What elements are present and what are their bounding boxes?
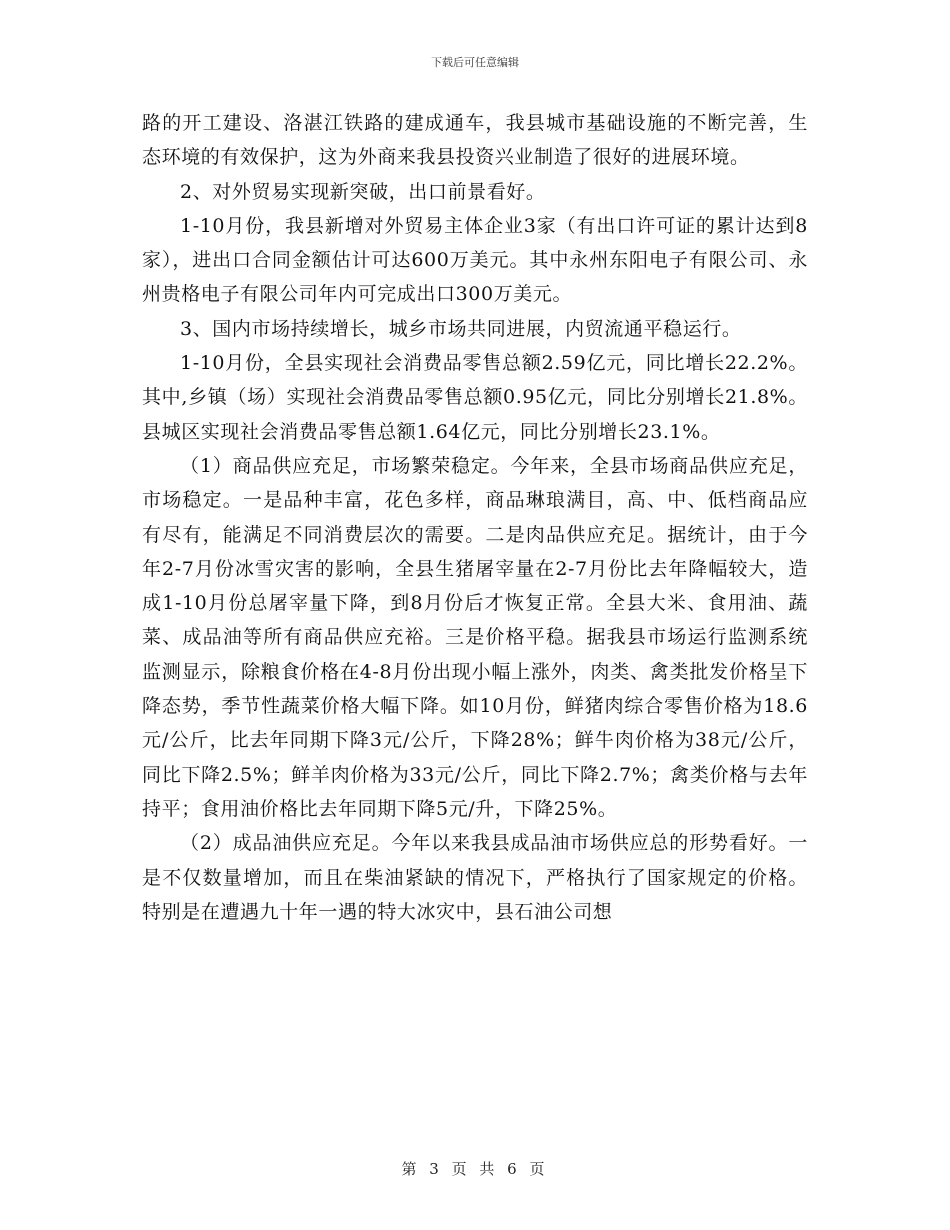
paragraph-heading-3: 3、国内市场持续增长，城乡市场共同进展，内贸流通平稳运行。 (180, 317, 742, 340)
paragraph-retail-sales: 1-10月份，全县实现社会消费品零售总额2.59亿元，同比增长22.2%。其中,乡镇（场）实现社会消费品零售总额0.95亿元，同比分别增长21.8%。县城区实现社会消费品零售总额1.64亿元，同比分别增长23.1%。 (142, 352, 808, 443)
paragraph-foreign-trade: 1-10月份，我县新增对外贸易主体企业3家（有出口许可证的累计达到8家），进出口合同金额估计可达600万美元。其中永州东阳电子有限公司、永州贵格电子有限公司年内可完成出口300万美元。 (142, 214, 808, 306)
page-header: 下载后可任意编辑 (431, 56, 519, 69)
paragraph-heading-2: 2、对外贸易实现新突破，出口前景看好。 (180, 180, 546, 203)
document-body (142, 106, 808, 929)
paragraph-continuation: 路的开工建设、洛湛江铁路的建成通车，我县城市基础设施的不断完善，生态环境的有效保护，这为外商来我县投资兴业制造了很好的进展环境。 (142, 112, 808, 169)
page-footer: 第 3 页 共 6 页 (401, 1160, 549, 1178)
paragraph-commodity-supply: （1）商品供应充足，市场繁荣稳定。今年来，全县市场商品供应充足，市场稳定。一是品种丰富，花色多样，商品琳琅满目，高、中、低档商品应有尽有，能满足不同消费层次的需要。二是肉品供应充足。据统计，由于今年2-7月份冰雪灾害的影响，全县生猪屠宰量在2-7月份比去年降幅较大，造成1-10月份总屠宰量下降，到8月份后才恢复正常。全县大米、食用油、蔬菜、成品油等所有商品供应充裕。三是价格平稳。据我县市场运行监测系统监测显示，除粮食价格在4-8月份出现小幅上涨外，肉类、禽类批发价格呈下降态势，季节性蔬菜价格大幅下降。如10月份，鲜猪肉综合零售价格为18.6元/公斤，比去年同期下降3元/公斤，下降28%；鲜牛肉价格为38元/公斤，同比下降2.5%；鲜羊肉价格为33元/公斤，同比下降2.7%；禽类价格与去年持平；食用油价格比去年同期下降5元/升，下降25%。 (142, 454, 808, 820)
paragraph-oil-supply: （2）成品油供应充足。今年以来我县成品油市场供应总的形势看好。一是不仅数量增加，而且在柴油紧缺的情况下，严格执行了国家规定的价格。特别是在遭遇九十年一遇的特大冰灾中，县石油公司想 (142, 832, 808, 923)
